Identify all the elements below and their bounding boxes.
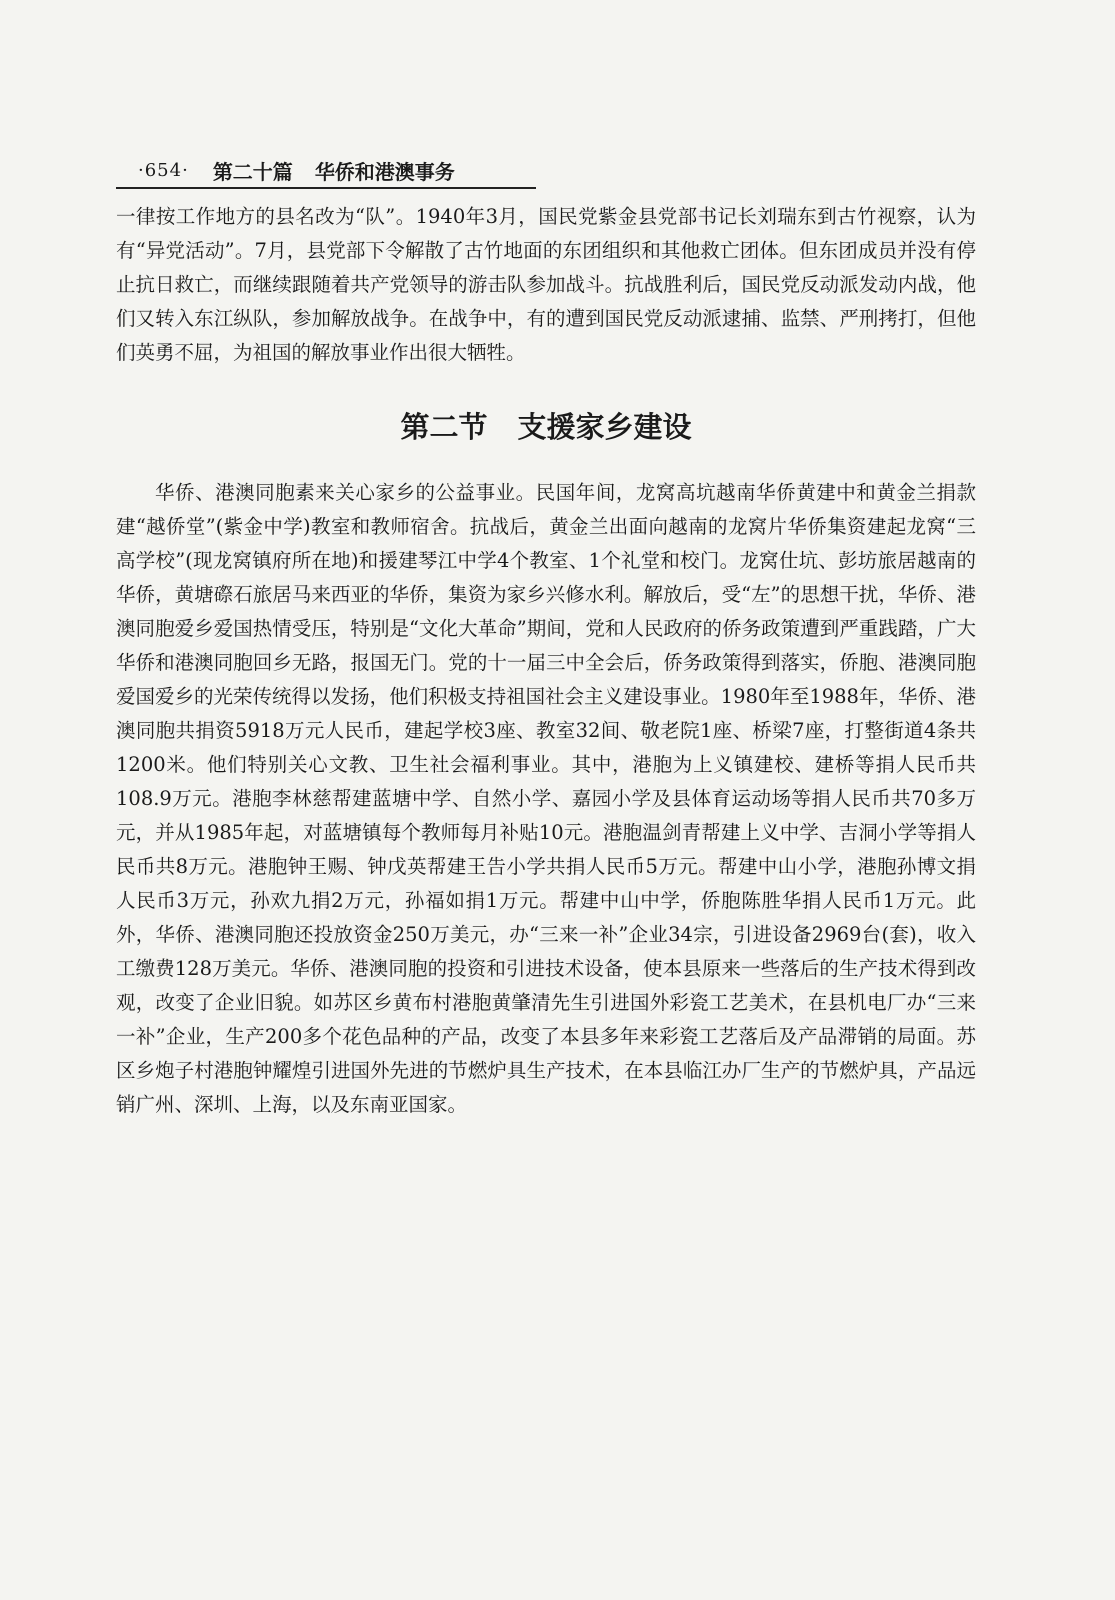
part-title: 第二十篇 bbox=[212, 159, 293, 184]
running-header bbox=[138, 152, 538, 188]
section-text-block bbox=[116, 476, 976, 1122]
section-title: 支援家乡建设 bbox=[517, 410, 692, 444]
header-rule bbox=[116, 187, 536, 189]
section-number: 第二节 bbox=[400, 410, 488, 444]
page-number: ·654· bbox=[138, 159, 189, 181]
section-paragraph: 华侨、港澳同胞素来关心家乡的公益事业。民国年间，龙窝高坑越南华侨黄建中和黄金兰捐款建“越侨堂”(紫金中学)教室和教师宿舍。抗战后，黄金兰出面向越南的龙窝片华侨集资建起龙窝“三高学校”(现龙窝镇府所在地)和援建琴江中学4个教室、1个礼堂和校门。龙窝仕坑、彭坊旅居越南的华侨，黄塘磜石旅居马来西亚的华侨，集资为家乡兴修水利。解放后，受“左”的思想干扰，华侨、港澳同胞爱乡爱国热情受压，特别是“文化大革命”期间，党和人民政府的侨务政策遭到严重践踏，广大华侨和港澳同胞回乡无路，报国无门。党的十一届三中全会后，侨务政策得到落实，侨胞、港澳同胞爱国爱乡的光荣传统得以发扬，他们积极支持祖国社会主义建设事业。1980年至1988年，华侨、港澳同胞共捐资5918万元人民币，建起学校3座、教室32间、敬老院1座、桥梁7座，打整街道4条共1200米。他们特别关心文教、卫生社会福利事业。其中，港胞为上义镇建校、建桥等捐人民币共108.9万元。港胞李林慈帮建蓝塘中学、自然小学、嘉园小学及县体育运动场等捐人民币共70多万元，并从1985年起，对蓝塘镇每个教师每月补贴10元。港胞温剑青帮建上义中学、吉洞小学等捐人民币共8万元。港胞钟王赐、钟戊英帮建王告小学共捐人民币5万元。帮建中山小学，港胞孙博文捐人民币3万元，孙欢九捐2万元，孙福如捐1万元。帮建中山中学，侨胞陈胜华捐人民币1万元。此外，华侨、港澳同胞还投放资金250万美元，办“三来一补”企业34宗，引进设备2969台(套)，收入工缴费128万美元。华侨、港澳同胞的投资和引进技术设备，使本县原来一些落后的生产技术得到改观，改变了企业旧貌。如苏区乡黄布村港胞黄肇清先生引进国外彩瓷工艺美术，在县机电厂办“三来一补”企业，生产200多个花色品种的产品，改变了本县多年来彩瓷工艺落后及产品滞销的局面。苏区乡炮子村港胞钟耀煌引进国外先进的节燃炉具生产技术，在本县临江办厂生产的节燃炉具，产品远销广州、深圳、上海，以及东南亚国家。 bbox=[116, 481, 976, 1116]
section-heading bbox=[116, 405, 976, 446]
part-subtitle: 华侨和港澳事务 bbox=[314, 159, 455, 184]
continued-text-block bbox=[116, 200, 976, 370]
continued-paragraph: 一律按工作地方的县名改为“队”。1940年3月，国民党紫金县党部书记长刘瑞东到古竹视察，认为有“异党活动”。7月，县党部下令解散了古竹地面的东团组织和其他救亡团体。但东团成员并没有停止抗日救亡，而继续跟随着共产党领导的游击队参加战斗。抗战胜利后，国民党反动派发动内战，他们又转入东江纵队，参加解放战争。在战争中，有的遭到国民党反动派逮捕、监禁、严刑拷打，但他们英勇不屈，为祖国的解放事业作出很大牺牲。 bbox=[116, 205, 976, 364]
